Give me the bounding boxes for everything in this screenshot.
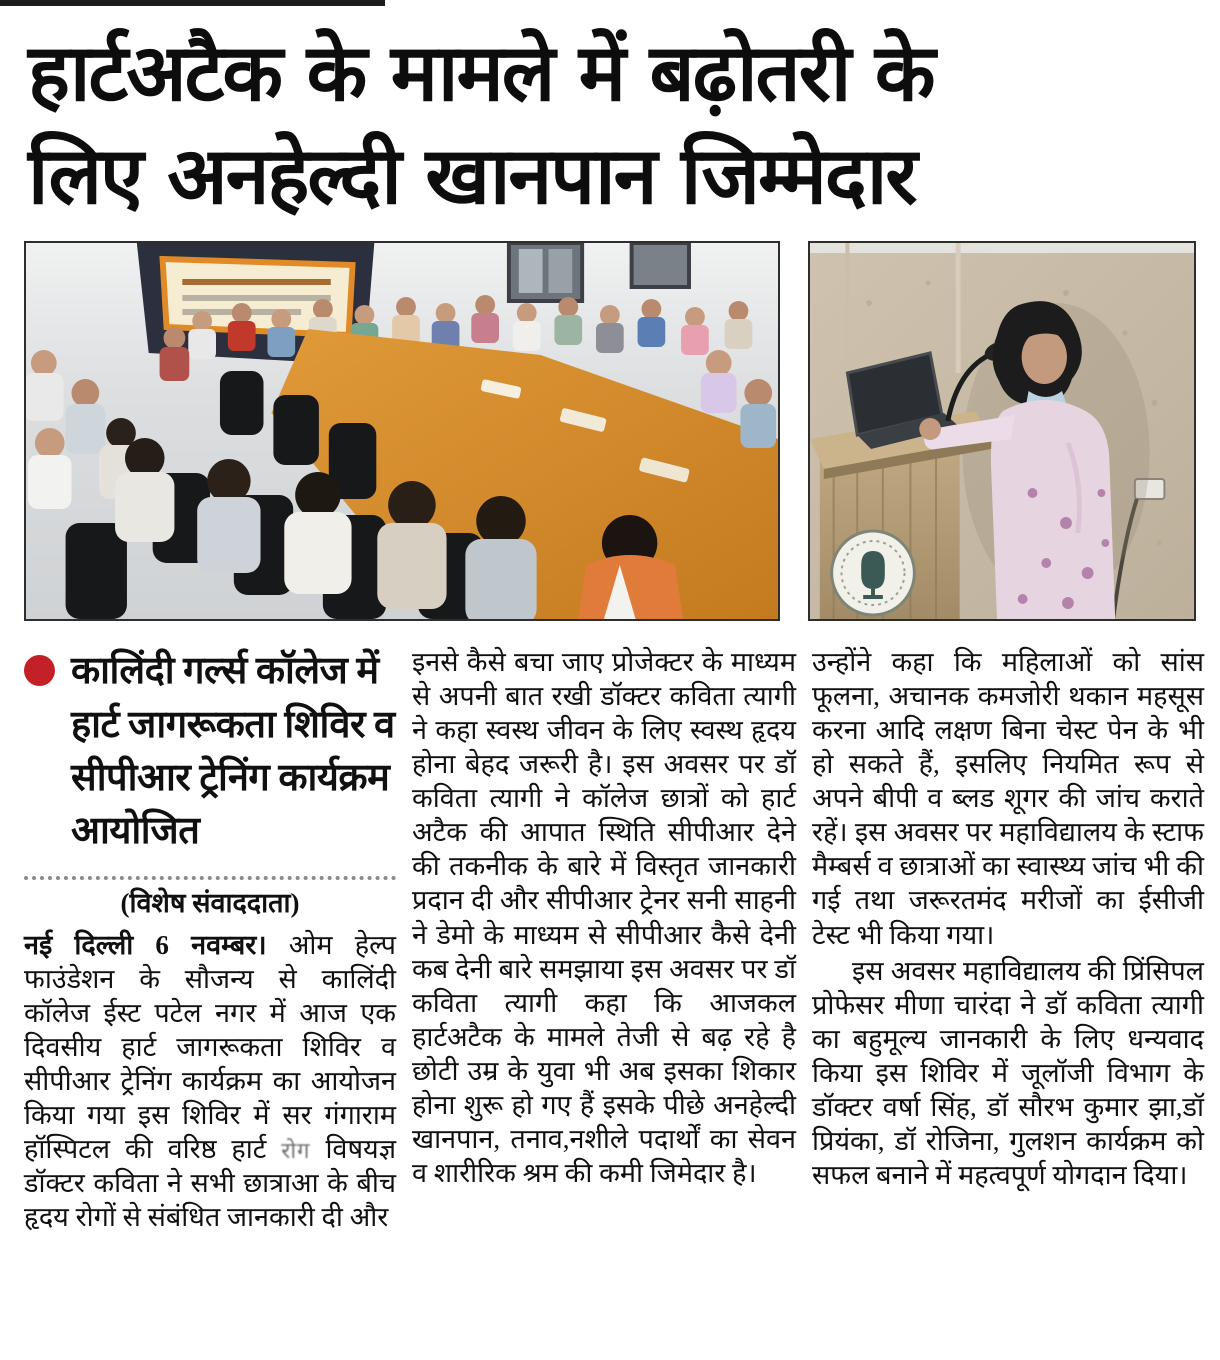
- red-bullet-icon: [24, 655, 55, 686]
- photo-strip: [0, 227, 1220, 621]
- highlight-block: [24, 645, 396, 858]
- column-3-paragraph-1: उन्होंने कहा कि महिलाओं को सांस फूलना, अचानक कमजोरी थकान महसूस करना आदि लक्षण बिना चेस्ट पेन के भी हो सकते हैं, इसलिए नियमित रूप से अपने बीपी व ब्लड शूगर की जांच कराते रहें। इस अवसर पर महाविद्यालय के स्टाफ मैम्बर्स व छात्राओं का स्वास्थ्य जांच भी की गई तथा जरूरतमंद मरीजों का ईसीजी टेस्ट भी किया गया।: [812, 647, 1204, 950]
- conference-room-photo: [24, 241, 780, 621]
- article-body: [0, 621, 1220, 1234]
- smudged-word: रोग: [281, 1138, 311, 1164]
- highlight-text: कालिंदी गर्ल्स कॉलेज में हार्ट जागरूकता शिविर व सीपीआर ट्रेनिंग कार्यक्रम आयोजित: [71, 650, 395, 852]
- column-3: [812, 645, 1204, 1234]
- dotted-divider: [24, 876, 396, 880]
- column-2-paragraph: इनसे कैसे बचा जाए प्रोजेक्टर के माध्यम से अपनी बात रखी डॉक्टर कविता त्यागी ने कहा स्वस्थ जीवन के लिए स्वस्थ हृदय होना बेहद जरूरी है। इस अवसर पर डॉ कविता त्यागी ने कॉलेज छात्रों को हार्ट अटैक की आपात स्थिति सीपीआर देने की तकनीक के बारे में विस्तृत जानकारी प्रदान दी और सीपीआर ट्रेनर सनी साहनी ने डेमो के माध्यम से सीपीआर कैसे देनी कब देनी बारे समझाया इस अवसर पर डॉ कविता त्यागी कहा कि आजकल हार्टअटैक के मामले तेजी से बढ़ रहे है छोटी उम्र के युवा भी अब इसका शिकार होना शुरू हो गए हैं इसके पीछे अनहेल्दी खानपान, तनाव,नशीले पदार्थों का सेवन व शारीरिक श्रम की कमी जिमेदार है।: [412, 647, 796, 1188]
- column-1-text-b: विषयज्ञ डॉक्टर कविता ने सभी छात्राआ के बीच हृदय रोगों से संबंधित जानकारी दी और: [24, 1134, 397, 1233]
- headline-line-2: लिए अनहेल्दी खानपान जिम्मेदार: [28, 129, 916, 222]
- speaker-photo: [808, 241, 1196, 621]
- column-1: [24, 645, 396, 1234]
- scan-crop-artifact: [0, 0, 385, 6]
- conference-room-illustration: [26, 243, 778, 619]
- column-1-text-a: ओम हेल्प फाउंडेशन के सौजन्य से कालिंदी कॉलेज ईस्ट पटेल नगर में आज एक दिवसीय हार्ट जागरूकता शिविर व सीपीआर ट्रेनिंग कार्यक्रम का आयोजन किया गया इस शिविर में सर गंगाराम हॉस्पिटल की वरिष्ठ हार्ट: [24, 930, 397, 1165]
- headline-line-1: हार्टअटैक के मामले में बढ़ोतरी के: [28, 27, 934, 119]
- column-2: [412, 645, 796, 1234]
- byline: (विशेष संवाददाता): [120, 888, 300, 919]
- column-1-paragraph: [24, 928, 396, 1234]
- dateline: नई दिल्ली 6 नवम्बर।: [24, 930, 267, 961]
- speaker-illustration: [810, 243, 1194, 619]
- column-3-paragraph-2: इस अवसर महाविद्यालय की प्रिंसिपल प्रोफेसर मीणा चारंदा ने डॉ कविता त्यागी का बहुमूल्य जानकारी के लिए धन्यवाद किया इस शिविर में जूलॉजी विभाग के डॉक्टर वर्षा सिंह, डॉ सौरभ कुमार झा,डॉ प्रियंका, डॉ रोजिना, गुलशन कार्यक्रम को सफल बनाने में महत्वपूर्ण योगदान दिया।: [812, 955, 1204, 1190]
- headline: [0, 0, 1220, 227]
